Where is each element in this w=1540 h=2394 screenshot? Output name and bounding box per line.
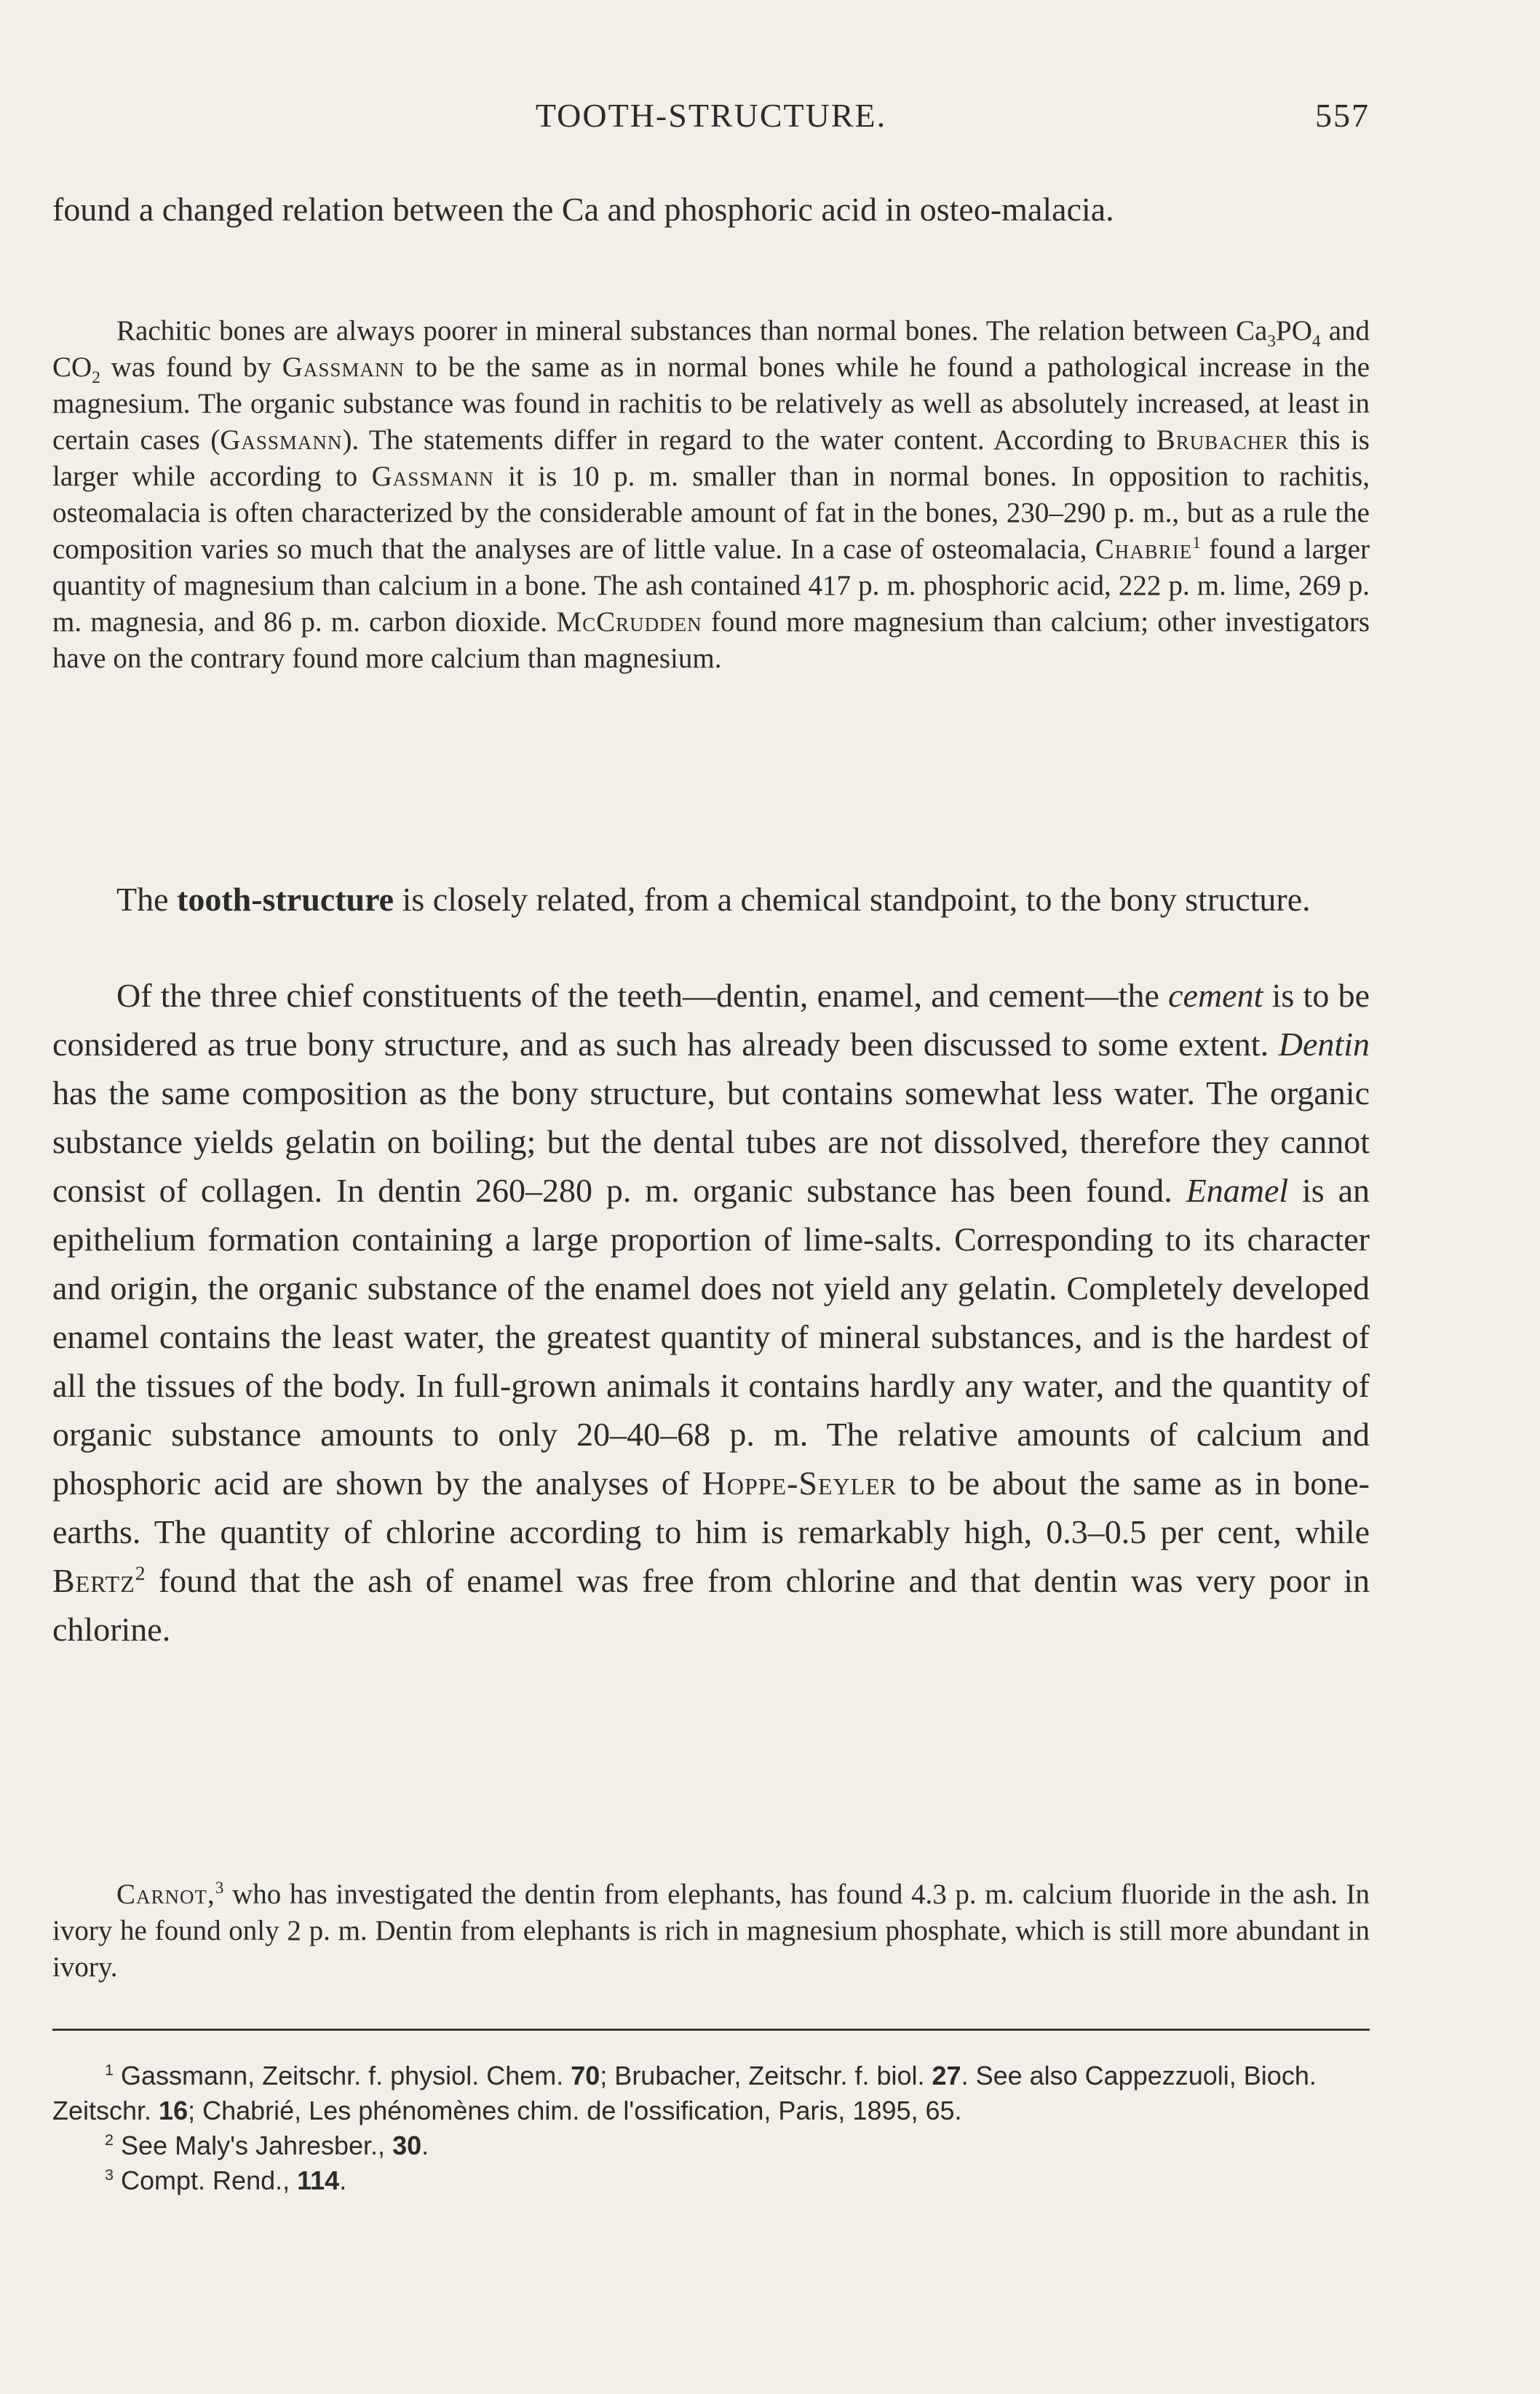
footnote-ref: 1 <box>1192 534 1201 552</box>
paragraph-carnot: Carnot,$^3$ who has investigated the dentin from elephants, has found 4.3 p. m. calcium fluoride in the ash. In ivory he found only 2 p. m. Dentin from elephants is rich in magnesium phosphate, which is still more abundant in ivory. <box>52 1879 1370 1983</box>
author-name: Chabrie <box>1095 534 1193 565</box>
footnote: $^1$ Gassmann, Zeitschr. f. physiol. Chem. 70; Brubacher, Zeitschr. f. biol. 27. See also Cappezzuoli, Bioch. Zeitschr. 16; Chabrié, Les phénomènes chim. de l'ossification, Paris, 1895, 65. <box>52 2061 1317 2125</box>
page-number: 557 <box>1315 97 1370 134</box>
bold-term: tooth-structure <box>177 881 394 918</box>
footnote-ref: 2 <box>135 1561 146 1585</box>
footnote-ref: 3 <box>215 1879 224 1898</box>
italic-term: Dentin <box>1278 1026 1370 1063</box>
paragraph-text: found a changed relation between the Ca and phosphoric acid in osteo-malacia. <box>52 191 1114 228</box>
footnote-divider <box>52 2029 1370 2031</box>
footnote: $^2$ See Maly's Jahresber., 30. <box>105 2131 429 2160</box>
paragraph-rachitic-bones: Rachitic bones are always poorer in mineral substances than normal bones. The relation between $Ca_3PO_4$ and $CO_2$ was found by Gassmann to be the same as in normal bones while he found a pathological increase in the magnesium. The organic substance was found in rachitis to be relatively as well as absolutely increased, at least in certain cases (Gassmann). The statements differ in regard to the water content. According to Brubacher this is larger while according to Gassmann it is 10 p. m. smaller than in normal bones. In opposition to rachitis, osteomalacia is often characterized by the considerable amount of fat in the bones, 230–290 p. m., but as a rule the composition varies so much that the analyses are of little value. In a case of osteomalacia, Chabrie$^1$ found a larger quantity of magnesium than calcium in a bone. The ash contained 417 p. m. phosphoric acid, 222 p. m. lime, 269 p. m. magnesia, and 86 p. m. carbon dioxide. McCrudden found more magnesium than calcium; other investigators have on the contrary found more calcium than magnesium. <box>52 315 1370 674</box>
author-name: Carnot, <box>116 1879 215 1910</box>
running-title: TOOTH-STRUCTURE. <box>535 97 887 134</box>
author-name: Gassmann <box>371 461 494 492</box>
paragraph-continued <box>52 185 1370 234</box>
author-name: McCrudden <box>556 606 702 638</box>
author-name: Hoppe-Seyler <box>702 1464 897 1502</box>
paragraph-constituents: Of the three chief constituents of the teeth—dentin, enamel, and cement—the cement is to be considered as true bony structure, and as such has already been discussed to some extent. Dentin has the same composition as the bony structure, but contains somewhat less water. The organic substance yields gelatin on boiling; but the dental tubes are not dissolved, therefore they cannot consist of collagen. In dentin 260–280 p. m. organic substance has been found. Enamel is an epithelium formation containing a large proportion of lime-salts. Corresponding to its character and origin, the organic substance of the enamel does not yield any gelatin. Completely developed enamel contains the least water, the greatest quantity of mineral substances, and is the hardest of all the tissues of the body. In full-grown animals it contains hardly any water, and the quantity of organic substance amounts to only 20–40–68 p. m. The relative amounts of calcium and phosphoric acid are shown by the analyses of Hoppe-Seyler to be about the same as in bone-earths. The quantity of chlorine according to him is remarkably high, 0.3–0.5 per cent, while Bertz$^2$ found that the ash of enamel was free from chlorine and that dentin was very poor in chlorine. <box>52 977 1370 1648</box>
paragraph-tooth-structure: The tooth-structure is closely related, from a chemical standpoint, to the bony structure. <box>116 881 1311 918</box>
author-name: Bertz <box>52 1562 135 1599</box>
author-name: Gassmann <box>220 424 343 456</box>
footnotes <box>52 2058 1370 2198</box>
running-header <box>52 96 1370 140</box>
italic-term: Enamel <box>1186 1172 1289 1209</box>
italic-term: cement <box>1168 977 1263 1014</box>
footnote: $^3$ Compt. Rend., 114. <box>105 2165 347 2195</box>
author-name: Brubacher <box>1156 424 1289 456</box>
author-name: Gassmann <box>282 352 405 383</box>
